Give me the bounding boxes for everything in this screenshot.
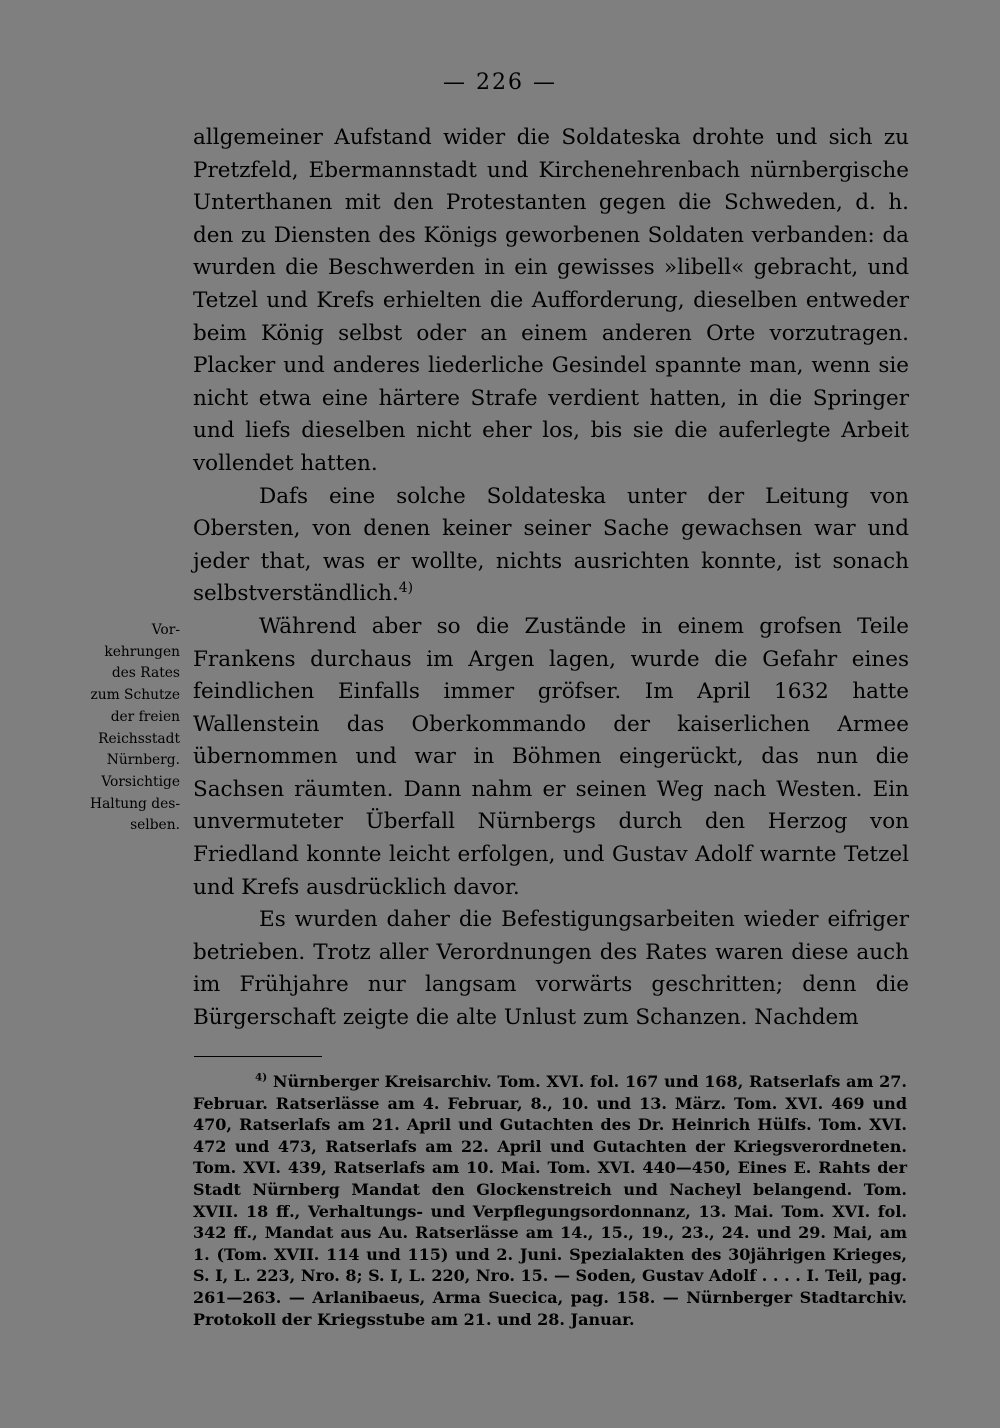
margin-note-line: Reichsstadt bbox=[98, 730, 180, 747]
paragraph-3: Während aber so die Zustände in einem grofsen Teile Frankens durchaus im Argen lagen, wurde die Gefahr eines feindlichen Einfalls immer gröfser. Im April 1632 hatte Wallenstein das Oberkommando der kaiserlichen Armee übernommen und war in Böhmen eingerückt, das nun die Sachsen räumten. Dann nahm er seinen Weg nach Westen. Ein unvermuteter Überfall Nürnbergs durch den Herzog von Friedland konnte leicht erfolgen, und Gustav Adolf warnte Tetzel und Krefs ausdrücklich davor. bbox=[193, 613, 909, 900]
margin-note-line: Vorsichtige bbox=[101, 773, 180, 790]
paragraph-4: Es wurden daher die Befestigungsarbeiten wieder eifriger betrieben. Trotz aller Verordnungen des Rates waren diese auch im Frühjahre nur langsam vorwärts geschritten; denn die Bürgerschaft zeigte die alte Unlust zum Schanzen. Nachdem bbox=[193, 907, 909, 1031]
margin-note-line: der freien bbox=[110, 708, 180, 725]
paragraph-2-text: Dafs eine solche Soldateska unter der Leitung von Obersten, von denen keiner seiner Sache gewachsen war und jeder that, was er wollte, nichts ausrichten konnte, ist sonach selbstverständlich. bbox=[193, 483, 909, 607]
paragraph-1: allgemeiner Aufstand wider die Soldateska drohte und sich zu Pretzfeld, Ebermannstadt und Kirchenehrenbach nürnbergische Unterthanen mit den Protestanten gegen die Schweden, d. h. den zu Diensten des Königs geworbenen Soldaten verbanden: da wurden die Beschwerden in ein gewisses »libell« gebracht, und Tetzel und Krefs erhielten die Aufforderung, dieselben entweder beim König selbst oder an einem anderen Orte vorzutragen. Placker und anderes liederliche Gesindel spannte man, wenn sie nicht etwa eine härtere Strafe verdient hatten, in die Springer und liefs dieselben nicht eher los, bis sie die auferlegte Arbeit vollendet hatten. bbox=[193, 125, 909, 476]
paragraph-2 bbox=[193, 481, 909, 611]
margin-note-line: Nürnberg. bbox=[106, 752, 180, 769]
footnote-text: Nürnberger Kreisarchiv. Tom. XVI. fol. 167 und 168, Ratserlafs am 27. Februar. Ratserlässe am 4. Februar, 8., 10. und 13. März. Tom. XVI. 469 und 470, Ratserlafs am 21. April und Gutachten des Dr. Heinrich Hülfs. Tom. XVI. 472 und 473, Ratserlafs am 22. April und Gutachten der Kriegsverordneten. Tom. XVI. 439, Ratserlafs am 10. Mai. Tom. XVI. 440—450, Eines E. Rahts der Stadt Nürnberg Mandat den Glockenstreich und Nacheyl belangend. Tom. XVII. 18 ff., Verhaltungs- und Verpflegungsordonnanz, 13. Mai. Tom. XVI. fol. 342 ff., Mandat aus Au. Ratserlässe am 14., 15., 19., 23., 24. und 29. Mai, am 1. (Tom. XVII. 114 und 115) und 2. Juni. Spezialakten des 30jährigen Krieges, S. I, L. 223, Nro. 8; S. I, L. 220, Nro. 15. — Soden, Gustav Adolf . . . . I. Teil, pag. 261—263. — Arlanibaeus, Arma Suecica, pag. 158. — Nürnberger Stadtarchiv. Protokoll der Kriegsstube am 21. und 28. Januar. bbox=[193, 1072, 907, 1329]
margin-note-line: Vor- bbox=[151, 622, 180, 638]
margin-note-line: zum Schutze bbox=[90, 687, 180, 704]
margin-note-line: Haltung des- bbox=[90, 795, 180, 812]
main-text bbox=[193, 122, 909, 1035]
margin-note bbox=[80, 620, 180, 837]
footnote-marker: 4) bbox=[255, 1071, 268, 1084]
margin-note-line: kehrungen bbox=[104, 643, 180, 660]
margin-note-line: des Rates bbox=[111, 665, 180, 682]
margin-note-line: selben. bbox=[130, 817, 180, 834]
page-number: — 226 — bbox=[443, 70, 557, 95]
footnote-4 bbox=[193, 1071, 907, 1330]
footnotes bbox=[193, 1071, 907, 1330]
footnote-divider bbox=[194, 1056, 322, 1057]
footnote-reference: 4) bbox=[398, 580, 414, 597]
